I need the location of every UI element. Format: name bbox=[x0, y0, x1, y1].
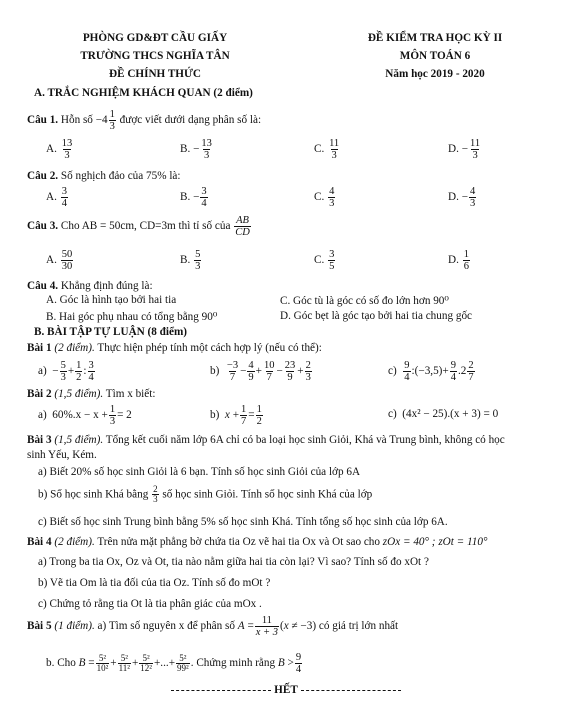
part-a-title: A. TRẮC NGHIỆM KHÁCH QUAN (2 điểm) bbox=[34, 87, 253, 99]
part-b-title: B. BÀI TẬP TỰ LUẬN (8 điểm) bbox=[34, 326, 188, 338]
q4-option-c: C. Góc tù là góc có số đo lớn hơn 90⁰ bbox=[280, 295, 449, 307]
exercise-3b: b) Số học sinh Khá bằng $\frac{2}{3}$ số học sinh Giỏi. Tính số học sinh Khá của lớp bbox=[38, 484, 373, 505]
exercise-1b: b) $\frac{-3}{7}$ − $\frac{4}{9}$ + $\frac{10}{7}$ − $\frac{23}{9}$ + $\frac{2}{3}$ bbox=[210, 360, 311, 384]
q3-option-b: B. $\frac{5}{3}$ bbox=[180, 249, 201, 273]
exercise-1: Bài 1 (2 điểm). Thực hiện phép tính một cách hợp lý (nếu có thể): bbox=[27, 342, 322, 354]
header-subject: MÔN TOÁN 6 bbox=[399, 50, 471, 62]
exercise-2: Bài 2 (1,5 điểm). Tìm x biết: bbox=[27, 388, 156, 400]
exercise-4a: a) Trong ba tia Ox, Oz và Ot, tia nào nằm giữa hai tia còn lại? Vì sao? Tính số đo xOt ? bbox=[38, 556, 429, 568]
q1-option-c: C. $\frac{11}{3}$ bbox=[314, 138, 340, 162]
header-school-year: Năm học 2019 - 2020 bbox=[385, 68, 485, 80]
q2-option-a: A. $\frac{3}{4}$ bbox=[46, 186, 67, 210]
question-1: Câu 1. Hỗn số −4 $\frac{1}{3}$ được viết dưới dạng phân số là: bbox=[27, 109, 262, 133]
header-department: PHÒNG GD&ĐT CẦU GIẤY bbox=[82, 32, 228, 44]
q3-option-c: C. $\frac{3}{5}$ bbox=[314, 249, 335, 273]
exercise-2a: a) 60%.x − x + $\frac{1}{3}$ = 2 bbox=[38, 404, 132, 428]
q2-option-d: D. − $\frac{4}{3}$ bbox=[448, 186, 476, 210]
exercise-1a: a) − $\frac{5}{3}$ + $\frac{1}{2}$ : $\frac{3}{4}$ bbox=[38, 360, 94, 384]
q3-option-a: A. $\frac{50}{30}$ bbox=[46, 249, 73, 273]
question-2: Câu 2. Số nghịch đảo của 75% là: bbox=[27, 170, 181, 182]
exercise-4c: c) Chứng tỏ rằng tia Ot là tia phân giác của mOx . bbox=[38, 598, 262, 610]
q1-option-a: A. $\frac{13}{3}$ bbox=[46, 138, 73, 162]
header-exam-title: ĐỀ KIỂM TRA HỌC KỲ II bbox=[367, 32, 503, 44]
exercise-4b: b) Vẽ tia Om là tia đối của tia Oz. Tính số đo mOt ? bbox=[38, 577, 271, 589]
end-marker: HẾT bbox=[0, 684, 572, 696]
exercise-3a: a) Biết 20% số học sinh Giỏi là 6 bạn. Tính số học sinh Giỏi của lớp 6A bbox=[38, 466, 361, 478]
question-4: Câu 4. Khẳng định đúng là: bbox=[27, 280, 153, 292]
exercise-3-line2: sinh Yếu, Kém. bbox=[27, 449, 97, 461]
exercise-2c: c) (4x² − 25).(x + 3) = 0 bbox=[388, 408, 499, 420]
q2-option-c: C. $\frac{4}{3}$ bbox=[314, 186, 335, 210]
question-3: Câu 3. Cho AB = 50cm, CD=3m thì tỉ số của $\frac{AB}{CD}$ bbox=[27, 215, 250, 239]
exercise-5a: Bài 5 (1 điểm). a) Tìm số nguyên x để phân số A = $\frac{11}{x + 3}$ (x ≠ −3) có giá trị lớn nhất bbox=[27, 615, 399, 639]
exercise-5b: b. Cho B = $\frac{\text{5²}}{\text{10²}}$ + $\frac{\text{5²}}{\text{11²}}$ + $\frac{\text{5²}}{\text{12²}}$ +...+ $\frac{\text{5²}}{\text{99²}}$ . Chứng minh rằng B > $\frac{9}{4}$ bbox=[46, 652, 302, 676]
header-official: ĐỀ CHÍNH THỨC bbox=[109, 68, 201, 80]
exercise-3c: c) Biết số học sinh Trung bình bằng 5% số học sinh Khá. Tính tổng số học sinh của lớp 6A. bbox=[38, 516, 448, 528]
q3-option-d: D. $\frac{1}{6}$ bbox=[448, 249, 469, 273]
q1-option-b: B. − $\frac{13}{3}$ bbox=[180, 138, 212, 162]
q4-option-d: D. Góc bẹt là góc tạo bởi hai tia chung gốc bbox=[280, 310, 473, 322]
q1-option-d: D. − $\frac{11}{3}$ bbox=[448, 138, 481, 162]
header-school: TRƯỜNG THCS NGHĨA TÂN bbox=[80, 50, 230, 62]
q2-option-b: B. − $\frac{3}{4}$ bbox=[180, 186, 207, 210]
exercise-2b: b) x + $\frac{1}{7}$ = $\frac{1}{2}$ bbox=[210, 404, 262, 428]
exercise-1c: c) $\frac{9}{4}$ :(−3,5)+ $\frac{9}{4}$ .2 $\frac{2}{7}$ bbox=[388, 360, 474, 384]
exercise-4: Bài 4 (2 điểm). Trên nửa mặt phẳng bờ chứa tia Oz vẽ hai tia Ox và Ot sao cho zOx = 40° ; zOt = 110° bbox=[27, 536, 488, 548]
q4-option-a: A. Góc là hình tạo bởi hai tia bbox=[46, 294, 177, 306]
exercise-3: Bài 3 (1,5 điểm). Tổng kết cuối năm lớp 6A chỉ có ba loại học sinh Giỏi, Khá và Trung bình, không có học bbox=[27, 434, 505, 446]
q4-option-b: B. Hai góc phụ nhau có tổng bằng 90⁰ bbox=[46, 311, 218, 323]
